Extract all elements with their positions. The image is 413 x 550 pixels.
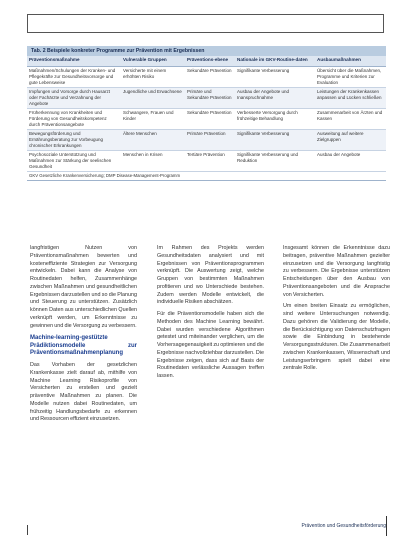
table-cell: Tertiäre Prävention xyxy=(185,150,235,171)
table-cell: Primäre und Sekundäre Prävention xyxy=(185,87,235,108)
table-cell: Schwangere, Frauen und Kinder xyxy=(121,108,185,129)
table-row xyxy=(27,87,386,108)
header-national: Nationale im GKV-Routine-daten xyxy=(235,56,315,66)
section-heading: Machine-learning-gestützte Prädiktionsmodelle zur Präventionsmaßnahmenplanung xyxy=(30,335,137,357)
header-box xyxy=(27,14,384,33)
paragraph: Insgesamt können die Erkenntnisse dazu beitragen, präventive Maßnahmen gezielter einzusetzen und die Versorgung langfristig zu verbessern. Die Ergebnisse unterstützen Entscheidungen über den Ausbau von Präventionsangeboten und die Ansprache von Versicherten. xyxy=(283,245,390,298)
table-cell: Ältere Menschen xyxy=(121,129,185,150)
page-edge-mark xyxy=(386,516,388,536)
paragraph: langfristigen Nutzen von Präventionsmaßnahmen bewerten und kosteneffiziente Strategien zur Versorgung entwickeln. Dabei kann die Analyse von Routinedaten helfen, Zusammenhänge zwischen Maßnahmen und gesundheitlichen Ergebnissen darzustellen und so die Planung und Steuerung zu unterstützen. Zusätzlich können Daten aus unterschiedlichen Quellen verknüpft werden, um Erkenntnisse zu gewinnen und die Versorgung zu verbessern. xyxy=(30,245,137,329)
table-row xyxy=(27,150,386,171)
table-cell: Zusammenarbeit von Ärzten und Kassen xyxy=(315,108,386,129)
table-cell: Sekundäre Prävention xyxy=(185,108,235,129)
header-groups: Vulnerable Gruppen xyxy=(121,56,185,66)
prevention-table xyxy=(27,56,386,172)
table-cell: Sekundäre Prävention xyxy=(185,66,235,87)
paragraph: Das Vorhaben der gesetzlichen Krankenkasse zielt darauf ab, mithilfe von Machine Learning Risikoprofile von Versicherten zu erstellen und gezielt präventive Maßnahmen zu planen. Die Modelle nutzen dabei Routinedaten, um frühzeitig Handlungsbedarfe zu erkennen und Ressourcen effizient einzusetzen. xyxy=(30,362,137,423)
header-level: Präventions-ebene xyxy=(185,56,235,66)
table-cell: Früherkennung von Krankheiten und Förderung von Gesundheitskompetenz durch Präventionsangebote xyxy=(27,108,121,129)
paragraph: Um einen breiten Einsatz zu ermöglichen, sind weitere Untersuchungen notwendig. Dazu gehören die Validierung der Modelle, die Berücksichtigung von Datenschutzfragen sowie die Einbindung in bestehende Versorgungsstrukturen. Die Zusammenarbeit zwischen Krankenkassen, Wissenschaft und Leistungserbringern spielt dabei eine zentrale Rolle. xyxy=(283,303,390,372)
table-cell: Jugendliche und Erwachsene xyxy=(121,87,185,108)
table-row xyxy=(27,108,386,129)
table-cell: Impfungen und Vorsorge durch Hausarzt oder Fachärzte und Verzahnung der Angebote xyxy=(27,87,121,108)
table-cell: Signifikante Verbesserung und Reduktion xyxy=(235,150,315,171)
header-measure: Präventionsmaßnahme xyxy=(27,56,121,66)
table-cell: Maßnahmen/Schulungen der Kranken- und Pflegekräfte zur Gesundheitsvorsorge und gute Lebensweise xyxy=(27,66,121,87)
table-cell: Übersicht über die Maßnahmen, Programme und Kriterien zur Evaluation xyxy=(315,66,386,87)
paragraph: Im Rahmen des Projekts werden Gesundheitsdaten analysiert und mit Ergebnissen von Präventionsprogrammen verknüpft. Die Auswertung zeigt, welche Gruppen von bestimmten Maßnahmen profitieren und wo Unterschiede bestehen. Zudem werden Modelle entwickelt, die individuelle Risiken abschätzen. xyxy=(157,245,264,306)
table-cell: Leistungen der Krankenkassen anpassen und Lücken schließen xyxy=(315,87,386,108)
text-column-2 xyxy=(157,245,264,381)
table-caption: Tab. 2 Beispiele konkreter Programme zur Prävention mit Ergebnissen xyxy=(27,46,386,56)
table-row xyxy=(27,66,386,87)
table-cell: Ausbau der Angebote xyxy=(315,150,386,171)
footer-section-title: Prävention und Gesundheitsförderung xyxy=(301,523,386,529)
table-cell: Versicherte mit einem erhöhten Risiko xyxy=(121,66,185,87)
table-cell: Ausweitung auf weitere Zielgruppen xyxy=(315,129,386,150)
table-footnote: GKV Gesetzliche Krankenversicherung; DMP Disease-Management-Programm xyxy=(27,172,386,181)
paragraph: Für die Präventionsmodelle haben sich die Methoden des Machine Learning bewährt. Dabei wurden verschiedene Algorithmen getestet und miteinander verglichen, um die Vorhersagegenauigkeit zu optimieren und die Ergebnisse nachvollziehbar darzustellen. Die Ergebnisse zeigen, dass sich auf Basis der Routinedaten verlässliche Aussagen treffen lassen. xyxy=(157,311,264,379)
table-cell: Menschen in Krisen xyxy=(121,150,185,171)
table-cell: Bewegungsförderung und Ernährungsberatung zur Vorbeugung chronischer Erkrankungen xyxy=(27,129,121,150)
table-cell: Primäre Prävention xyxy=(185,129,235,150)
header-expansion: Ausbaumaßnahmen xyxy=(315,56,386,66)
side-marker xyxy=(27,525,28,535)
table-cell: Ausbau der Angebote und Inanspruchnahme xyxy=(235,87,315,108)
table-cell: Verbesserte Versorgung durch frühzeitige Behandlung xyxy=(235,108,315,129)
table-cell: Psychosoziale Unterstützung und Maßnahmen zur Stärkung der seelischen Gesundheit xyxy=(27,150,121,171)
table-cell: Signifikante Verbesserung xyxy=(235,66,315,87)
text-column-3 xyxy=(283,245,390,373)
table-row xyxy=(27,129,386,150)
text-column-1 xyxy=(30,245,137,424)
table-2 xyxy=(27,46,386,181)
table-cell: Signifikante Verbesserung xyxy=(235,129,315,150)
